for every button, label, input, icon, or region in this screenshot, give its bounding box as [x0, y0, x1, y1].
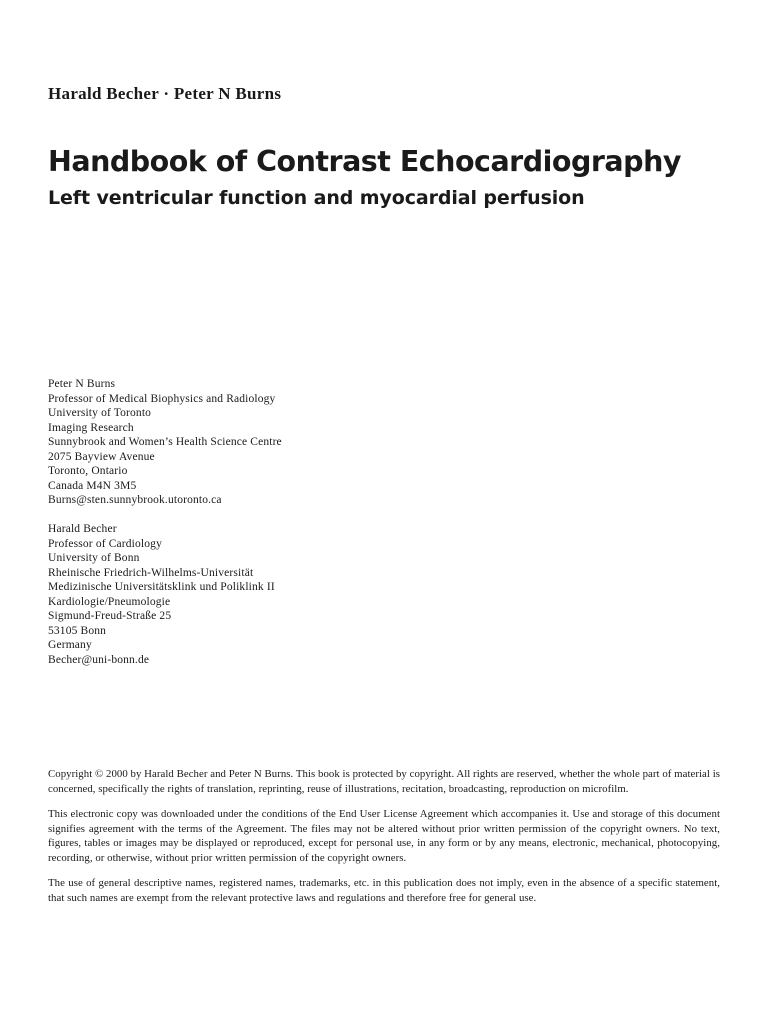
address-line: Medizinische Universitätsklink und Poliklink II: [48, 581, 275, 593]
address-line: University of Bonn: [48, 552, 140, 564]
trademarks-paragraph: The use of general descriptive names, registered names, trademarks, etc. in this publication does not imply, even in the absence of a specific statement, that such names are exempt from the relevant protective laws and regulations and therefore free for general use.: [48, 877, 720, 904]
book-subtitle: Left ventricular function and myocardial perfusion: [48, 187, 585, 209]
address-line: Sunnybrook and Women’s Health Science Centre: [48, 436, 282, 448]
email-address: Burns@sten.sunnybrook.utoronto.ca: [48, 494, 222, 506]
address-line: 2075 Bayview Avenue: [48, 450, 155, 463]
legal-notice: [48, 767, 720, 916]
address-line: Canada M4N 3M5: [48, 479, 137, 492]
burns-address-block: [48, 377, 282, 508]
address-line: Germany: [48, 639, 92, 651]
book-title: Handbook of Contrast Echocardiography: [48, 145, 681, 178]
address-line: University of Toronto: [48, 407, 152, 419]
copyright-paragraph: Copyright © 2000 by Harald Becher and Peter N Burns. This book is protected by copyright. All rights are reserved, whether the whole part of material is concerned, specifically the rights of translation, reprinting, reuse of illustrations, recitation, broadcasting, reproduction on microfilm.: [48, 768, 720, 795]
address-line: Harald Becher: [48, 523, 117, 535]
license-paragraph: This electronic copy was downloaded under the conditions of the End User License Agreement which accompanies it. Use and storage of this document signifies agreement with the terms of the Agreement. The files may not be altered without prior written permission of the copyright owners. No text, figures, tables or images may be displayed or reproduced, except for personal use, in any form or by any means, electronic, mechanical, photocopying, recording, or otherwise, without prior written permission of the copyright owners.: [48, 808, 720, 864]
authors-line: Harald Becher · Peter N Burns: [48, 84, 282, 103]
address-line: Imaging Research: [48, 421, 134, 434]
address-line: Professor of Cardiology: [48, 537, 162, 550]
address-line: Kardiologie/Pneumologie: [48, 595, 171, 608]
address-line: Toronto, Ontario: [48, 465, 128, 477]
address-line: Peter N Burns: [48, 378, 116, 390]
address-line: Sigmund-Freud-Straße 25: [48, 610, 172, 622]
becher-address-block: [48, 522, 275, 667]
address-line: Rheinische Friedrich-Wilhelms-Universität: [48, 566, 254, 579]
address-line: Professor of Medical Biophysics and Radiology: [48, 392, 276, 405]
email-address: Becher@uni-bonn.de: [48, 653, 150, 666]
address-line: 53105 Bonn: [48, 624, 107, 637]
